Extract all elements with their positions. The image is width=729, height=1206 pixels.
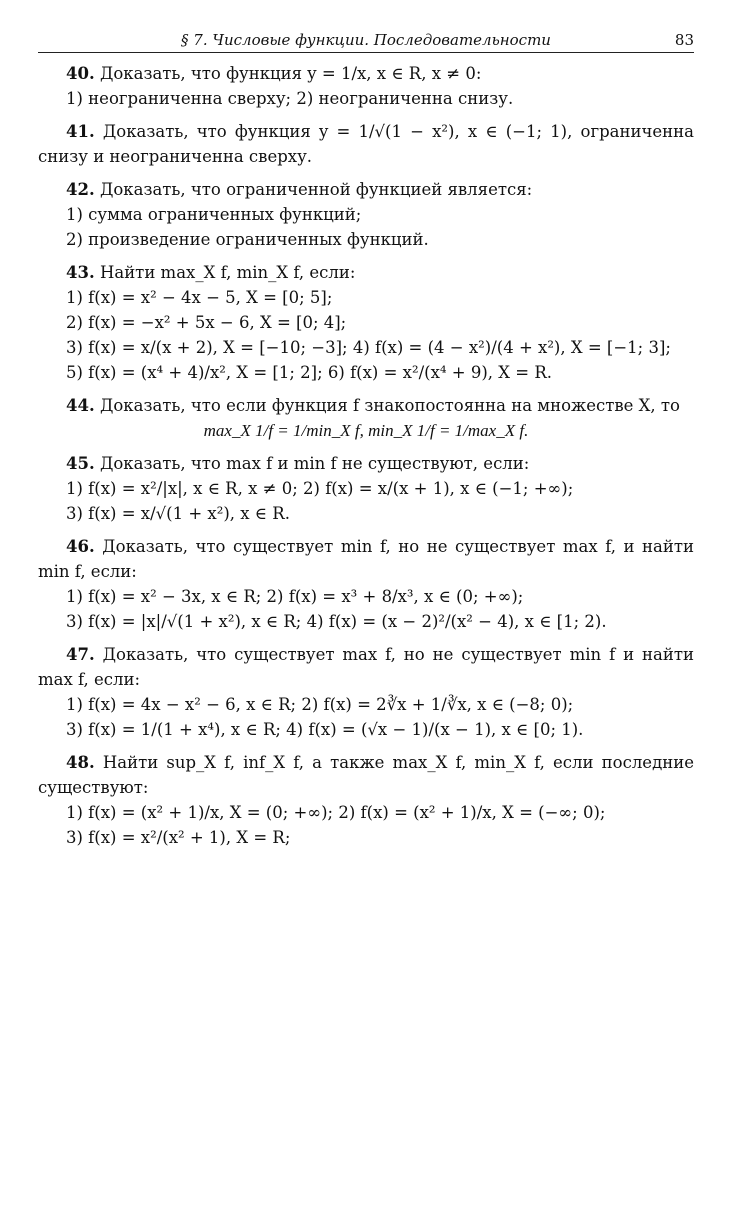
- problem-40: [38, 61, 694, 111]
- problem-number: 41.: [66, 122, 95, 141]
- problem-text: Доказать, что ограниченной функцией является:: [94, 180, 533, 199]
- problem-item: 3) f(x) = |x|/√(1 + x²), x ∈ R; 4) f(x) = (x − 2)²/(x² − 4), x ∈ [1; 2).: [66, 612, 607, 631]
- problem-statement: [38, 393, 694, 418]
- problem-text: Доказать, что функция y = 1/√(1 − x²), x ∈ (−1; 1), ограниченна снизу и неограниченна сверху.: [38, 122, 694, 166]
- problem-47: [38, 642, 694, 742]
- problem-number: 43.: [66, 263, 95, 282]
- running-header: [38, 28, 694, 53]
- problem-statement: [38, 119, 694, 169]
- problem-41: [38, 119, 694, 169]
- problem-item: 1) f(x) = x²/|x|, x ∈ R, x ≠ 0; 2) f(x) = x/(x + 1), x ∈ (−1; +∞);: [66, 479, 574, 498]
- problem-number: 47.: [66, 645, 95, 664]
- problem-text: Доказать, что max f и min f не существуют, если:: [94, 454, 530, 473]
- problem-number: 45.: [66, 454, 95, 473]
- problem-statement: [38, 750, 694, 800]
- problem-48: [38, 750, 694, 850]
- problem-number: 48.: [66, 753, 95, 772]
- problem-statement: [38, 451, 694, 476]
- problem-text: Доказать, что если функция f знакопостоянна на множестве X, то: [94, 396, 680, 415]
- problem-statement: [38, 61, 694, 86]
- problem-text: Найти sup_X f, inf_X f, а также max_X f, min_X f, если последние существуют:: [38, 753, 694, 797]
- problem-item: 3) f(x) = x²/(x² + 1), X = R;: [66, 828, 291, 847]
- problem-45: [38, 451, 694, 526]
- problem-42: [38, 177, 694, 252]
- problem-statement: [38, 260, 694, 285]
- problem-number: 40.: [66, 64, 95, 83]
- problem-statement: [38, 534, 694, 584]
- problem-text: Доказать, что функция y = 1/x, x ∈ R, x ≠ 0:: [94, 64, 482, 83]
- problem-number: 46.: [66, 537, 95, 556]
- problem-46: [38, 534, 694, 634]
- problem-44: [38, 393, 694, 443]
- problem-item: max_X 1/f = 1/min_X f, min_X 1/f = 1/max_X f.: [203, 421, 529, 440]
- problem-statement: [38, 642, 694, 692]
- textbook-page: [38, 28, 694, 850]
- problem-text: Найти max_X f, min_X f, если:: [94, 263, 356, 282]
- problem-text: Доказать, что существует max f, но не существует min f и найти max f, если:: [38, 645, 694, 689]
- running-title: § 7. Числовые функции. Последовательности: [181, 31, 551, 49]
- problem-item: 2) произведение ограниченных функций.: [66, 230, 429, 249]
- problem-number: 44.: [66, 396, 95, 415]
- problem-item: 1) неограниченна сверху; 2) неограниченна снизу.: [66, 89, 514, 108]
- problem-item: 1) f(x) = x² − 3x, x ∈ R; 2) f(x) = x³ + 8/x³, x ∈ (0; +∞);: [66, 587, 524, 606]
- problem-list: [38, 61, 694, 850]
- problem-item: 3) f(x) = x/(x + 2), X = [−10; −3]; 4) f(x) = (4 − x²)/(4 + x²), X = [−1; 3];: [66, 338, 671, 357]
- problem-item: 1) f(x) = 4x − x² − 6, x ∈ R; 2) f(x) = 2∛x + 1/∛x, x ∈ (−8; 0);: [66, 695, 574, 714]
- problem-item: 3) f(x) = 1/(1 + x⁴), x ∈ R; 4) f(x) = (√x − 1)/(x − 1), x ∈ [0; 1).: [66, 720, 584, 739]
- problem-item: 1) f(x) = (x² + 1)/x, X = (0; +∞); 2) f(x) = (x² + 1)/x, X = (−∞; 0);: [66, 803, 606, 822]
- problem-item: 1) сумма ограниченных функций;: [66, 205, 362, 224]
- problem-statement: [38, 177, 694, 202]
- problem-item: 5) f(x) = (x⁴ + 4)/x², X = [1; 2]; 6) f(x) = x²/(x⁴ + 9), X = R.: [66, 363, 552, 382]
- problem-number: 42.: [66, 180, 95, 199]
- page-number: 83: [674, 31, 694, 49]
- problem-43: [38, 260, 694, 385]
- problem-text: Доказать, что существует min f, но не существует max f, и найти min f, если:: [38, 537, 694, 581]
- problem-item: 1) f(x) = x² − 4x − 5, X = [0; 5];: [66, 288, 333, 307]
- problem-item: 3) f(x) = x/√(1 + x²), x ∈ R.: [66, 504, 290, 523]
- problem-item: 2) f(x) = −x² + 5x − 6, X = [0; 4];: [66, 313, 347, 332]
